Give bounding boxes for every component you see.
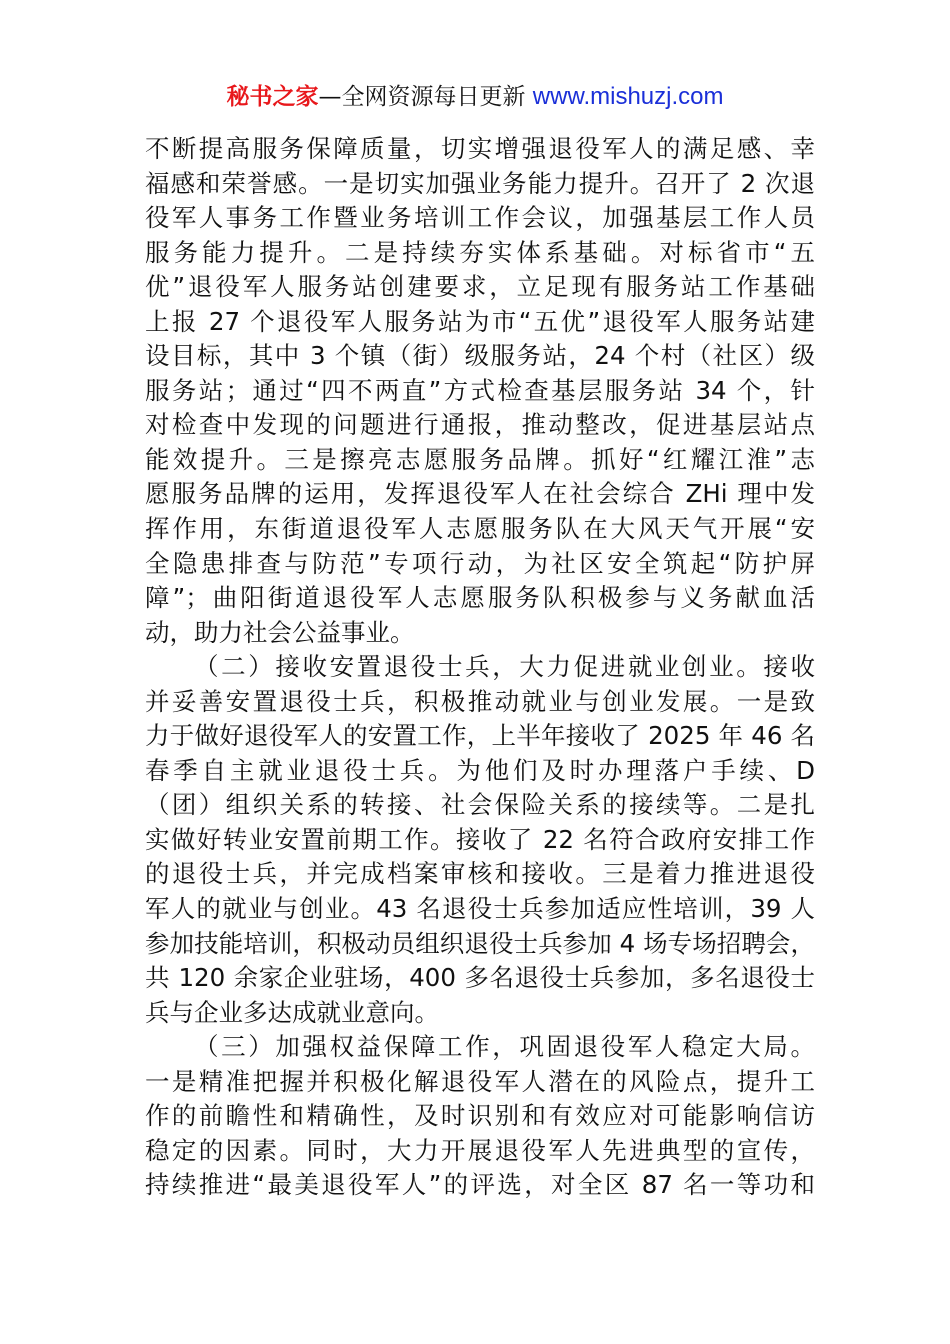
section-heading-line: （三）加强权益保障工作，巩固退役军人稳定大局。	[194, 1032, 815, 1062]
text-line: 能效提升。三是擦亮志愿服务品牌。抓好“红耀江淮”志	[145, 444, 815, 474]
text-line: （团）组织关系的转接、社会保险关系的接续等。二是扎	[145, 790, 815, 820]
text-line: 并妥善安置退役士兵，积极推动就业与创业发展。一是致	[145, 686, 815, 716]
text-line: 挥作用，东街道退役军人志愿服务队在大风天气开展“安	[145, 514, 815, 544]
text-line: 一是精准把握并积极化解退役军人潜在的风险点，提升工	[145, 1066, 815, 1096]
text-line: 对检查中发现的问题进行通报，推动整改，促进基层站点	[145, 410, 815, 440]
brand-name: 秘书之家	[226, 84, 319, 110]
text-line: 实做好转业安置前期工作。接收了 22 名符合政府安排工作	[145, 824, 815, 854]
text-line: 设目标，其中 3 个镇（街）级服务站，24 个村（社区）级	[145, 341, 815, 371]
text-line: 持续推进“最美退役军人”的评选，对全区 87 名一等功和	[145, 1170, 815, 1200]
text-line: 力于做好退役军人的安置工作，上半年接收了 2025 年 46 名	[145, 721, 815, 751]
text-line: 兵与企业多达成就业意向。	[145, 997, 439, 1027]
text-line: 作的前瞻性和精确性，及时识别和有效应对可能影响信访	[145, 1101, 815, 1131]
text-line: 服务能力提升。二是持续夯实体系基础。对标省市“五	[145, 237, 815, 267]
text-line: 服务站；通过“四不两直”方式检查基层服务站 34 个，针	[145, 375, 815, 405]
text-line: 福感和荣誉感。一是切实加强业务能力提升。召开了 2 次退	[145, 168, 815, 198]
text-line: 不断提高服务保障质量，切实增强退役军人的满足感、幸	[145, 134, 815, 163]
text-line: 稳定的因素。同时，大力开展退役军人先进典型的宣传，	[145, 1135, 815, 1165]
text-line: 军人的就业与创业。43 名退役士兵参加适应性培训，39 人	[145, 894, 815, 924]
text-line: 愿服务品牌的运用，发挥退役军人在社会综合 ZHi 理中发	[145, 479, 815, 509]
section-heading-line: （二）接收安置退役士兵，大力促进就业创业。接收	[194, 652, 815, 682]
text-line: 优”退役军人服务站创建要求，立足现有服务站工作基础	[145, 272, 815, 302]
text-line: 的退役士兵，并完成档案审核和接收。三是着力推进退役	[145, 859, 815, 889]
text-line: 春季自主就业退役士兵。为他们及时办理落户手续、D	[145, 755, 815, 785]
text-line: 上报 27 个退役军人服务站为市“五优”退役军人服务站建	[145, 306, 815, 336]
text-line: 参加技能培训，积极动员组织退役士兵参加 4 场专场招聘会，	[145, 928, 815, 958]
site-url-link[interactable]: www.mishuzj.com	[532, 83, 724, 110]
text-line: 役军人事务工作暨业务培训工作会议，加强基层工作人员	[145, 203, 815, 233]
document-body	[145, 132, 815, 1203]
text-line: 全隐患排查与防范”专项行动，为社区安全筑起“防护屏	[145, 548, 815, 578]
site-header	[0, 80, 950, 114]
text-line: 共 120 余家企业驻场，400 多名退役士兵参加，多名退役士	[145, 963, 815, 993]
text-line: 动，助力社会公益事业。	[145, 617, 415, 647]
text-line: 障”；曲阳街道退役军人志愿服务队积极参与义务献血活	[145, 583, 815, 613]
header-tagline: —全网资源每日更新	[318, 84, 526, 110]
